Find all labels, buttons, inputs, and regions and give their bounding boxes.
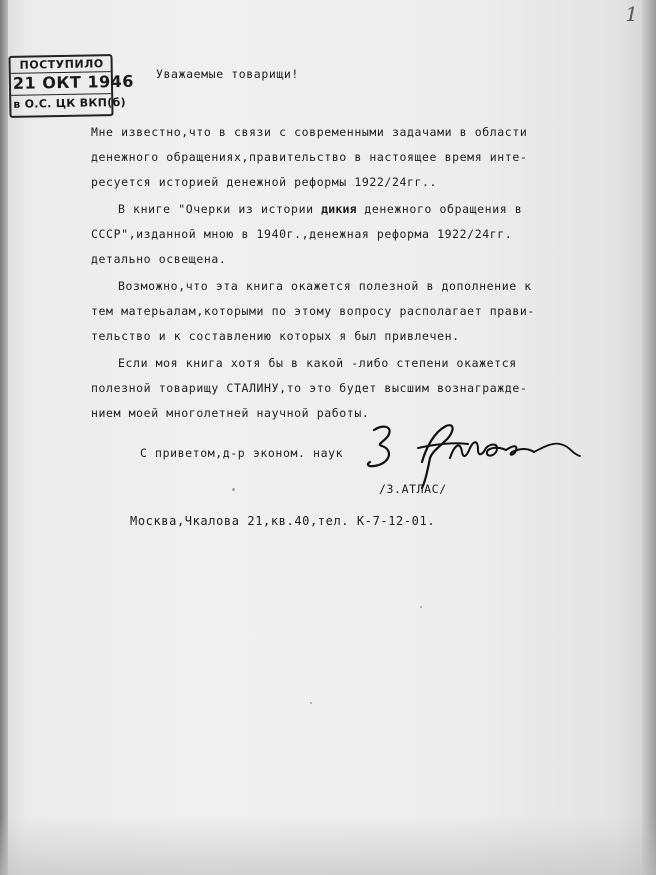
- page-number: 1: [625, 2, 638, 26]
- paragraph-4-line-1: Если моя книга хотя бы в какой -либо степени окажется: [118, 356, 517, 370]
- paragraph-1-line-2: денежного обращениях,правительство в настоящее время инте-: [91, 150, 528, 164]
- page-left-edge: [0, 0, 8, 875]
- paragraph-2-line-1: [118, 202, 522, 216]
- paragraph-3-line-1: Возможно,что эта книга окажется полезной в дополнение к: [118, 279, 532, 293]
- paragraph-2-line-1-prefix: В книге "Очерки из истории: [118, 202, 322, 216]
- paper-speck: [420, 606, 422, 608]
- paragraph-2-line-2: СССР",изданной мною в 1940г.,денежная реформа 1922/24гг.: [91, 227, 513, 241]
- page-bottom-shade: [0, 815, 656, 875]
- handwritten-signature: [360, 418, 585, 490]
- paragraph-3-line-3: тельство и к составлению которых я был привлечен.: [91, 329, 460, 343]
- printed-signatory-name: /З.АТЛАС/: [379, 482, 447, 496]
- letter-greeting: Уважаемые товарищи!: [156, 67, 299, 81]
- page-right-edge: [642, 0, 656, 875]
- stamp-department: в О.С. ЦК ВКП(б): [13, 95, 126, 111]
- struck-out-word: дикия: [321, 202, 357, 216]
- paragraph-2-line-3: детально освещена.: [91, 252, 227, 266]
- paragraph-1-line-1: Мне известно,что в связи с современными задачами в области: [91, 125, 528, 139]
- letter-closing: С приветом,д-р эконом. наук: [140, 446, 344, 460]
- stamp-date: 21 ОКТ 1946: [12, 71, 135, 93]
- paragraph-4-line-3: нием моей многолетней научной работы.: [91, 406, 370, 420]
- paragraph-3-line-2: тем матерьалам,которыми по этому вопросу располагает прави-: [91, 304, 535, 318]
- sender-address: Москва,Чкалова 21,кв.40,тел. К-7-12-01.: [130, 514, 436, 528]
- paragraph-1-line-3: ресуется историей денежной реформы 1922/24гг..: [91, 175, 438, 189]
- paragraph-2-line-1-suffix: денежного обращения в: [356, 202, 523, 216]
- paper-speck: [310, 702, 312, 704]
- paragraph-4-line-2: полезной товарищу СТАЛИНУ,то это будет высшим вознагражде-: [91, 381, 528, 395]
- paper-speck: [232, 488, 235, 491]
- stamp-received-label: ПОСТУПИЛО: [19, 57, 104, 72]
- received-stamp: [8, 54, 135, 118]
